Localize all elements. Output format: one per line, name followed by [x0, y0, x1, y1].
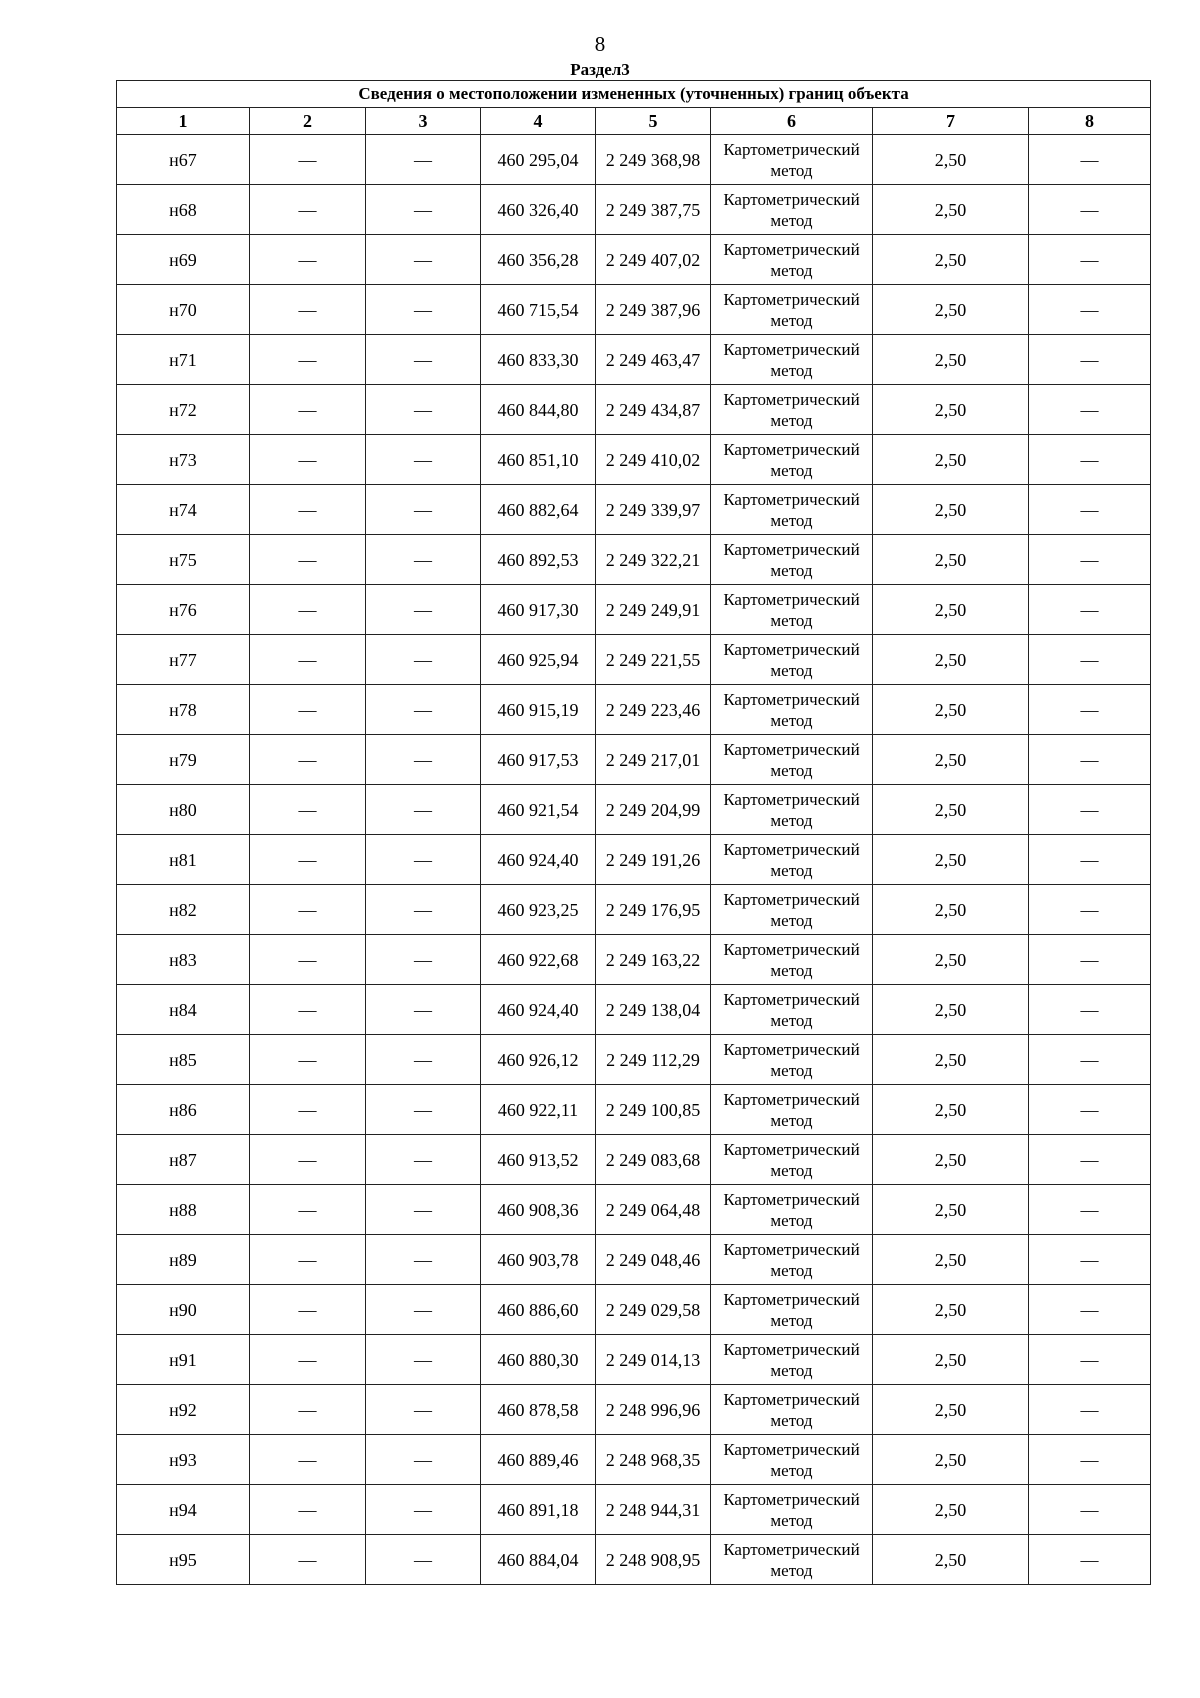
- method-cell: Картометрический метод: [711, 1285, 873, 1335]
- empty-dash-cell: —: [1029, 1485, 1151, 1535]
- point-number-cell: н70: [117, 285, 250, 335]
- empty-dash-cell: —: [366, 535, 481, 585]
- empty-dash-cell: —: [366, 1135, 481, 1185]
- empty-dash-cell: —: [250, 585, 366, 635]
- empty-dash-cell: —: [1029, 985, 1151, 1035]
- point-number-cell: н74: [117, 485, 250, 535]
- empty-dash-cell: —: [1029, 635, 1151, 685]
- empty-dash-cell: —: [1029, 785, 1151, 835]
- accuracy-cell: 2,50: [873, 1285, 1029, 1335]
- table-row: [117, 135, 1151, 185]
- table-row: [117, 385, 1151, 435]
- accuracy-cell: 2,50: [873, 335, 1029, 385]
- column-header-6: 6: [711, 108, 873, 135]
- table-row: [117, 635, 1151, 685]
- empty-dash-cell: —: [250, 885, 366, 935]
- empty-dash-cell: —: [366, 435, 481, 485]
- accuracy-cell: 2,50: [873, 835, 1029, 885]
- x-coordinate-cell: 460 833,30: [481, 335, 596, 385]
- point-number-cell: н88: [117, 1185, 250, 1235]
- accuracy-cell: 2,50: [873, 985, 1029, 1035]
- point-number-cell: н83: [117, 935, 250, 985]
- empty-dash-cell: —: [366, 385, 481, 435]
- method-cell: Картометрический метод: [711, 835, 873, 885]
- accuracy-cell: 2,50: [873, 935, 1029, 985]
- empty-dash-cell: —: [366, 335, 481, 385]
- table-row: [117, 1385, 1151, 1435]
- point-number-cell: н91: [117, 1335, 250, 1385]
- y-coordinate-cell: 2 249 221,55: [596, 635, 711, 685]
- accuracy-cell: 2,50: [873, 485, 1029, 535]
- table-row: [117, 1085, 1151, 1135]
- point-number-cell: н87: [117, 1135, 250, 1185]
- method-cell: Картометрический метод: [711, 1385, 873, 1435]
- empty-dash-cell: —: [250, 685, 366, 735]
- accuracy-cell: 2,50: [873, 1435, 1029, 1485]
- empty-dash-cell: —: [1029, 935, 1151, 985]
- table-row: [117, 585, 1151, 635]
- method-cell: Картометрический метод: [711, 485, 873, 535]
- table-row: [117, 885, 1151, 935]
- method-cell: Картометрический метод: [711, 1185, 873, 1235]
- empty-dash-cell: —: [1029, 385, 1151, 435]
- empty-dash-cell: —: [1029, 835, 1151, 885]
- table-row: [117, 1035, 1151, 1085]
- method-cell: Картометрический метод: [711, 885, 873, 935]
- x-coordinate-cell: 460 913,52: [481, 1135, 596, 1185]
- x-coordinate-cell: 460 924,40: [481, 985, 596, 1035]
- y-coordinate-cell: 2 249 204,99: [596, 785, 711, 835]
- x-coordinate-cell: 460 715,54: [481, 285, 596, 335]
- y-coordinate-cell: 2 249 223,46: [596, 685, 711, 735]
- empty-dash-cell: —: [250, 1435, 366, 1485]
- point-number-cell: н68: [117, 185, 250, 235]
- method-cell: Картометрический метод: [711, 235, 873, 285]
- empty-dash-cell: —: [366, 1085, 481, 1135]
- empty-dash-cell: —: [1029, 235, 1151, 285]
- method-cell: Картометрический метод: [711, 935, 873, 985]
- point-number-cell: н94: [117, 1485, 250, 1535]
- empty-dash-cell: —: [250, 135, 366, 185]
- empty-dash-cell: —: [250, 1285, 366, 1335]
- empty-dash-cell: —: [366, 135, 481, 185]
- empty-dash-cell: —: [366, 1385, 481, 1435]
- empty-dash-cell: —: [250, 1535, 366, 1585]
- y-coordinate-cell: 2 249 322,21: [596, 535, 711, 585]
- x-coordinate-cell: 460 880,30: [481, 1335, 596, 1385]
- empty-dash-cell: —: [366, 935, 481, 985]
- y-coordinate-cell: 2 249 100,85: [596, 1085, 711, 1135]
- method-cell: Картометрический метод: [711, 1335, 873, 1385]
- empty-dash-cell: —: [250, 285, 366, 335]
- y-coordinate-cell: 2 249 064,48: [596, 1185, 711, 1235]
- empty-dash-cell: —: [366, 985, 481, 1035]
- empty-dash-cell: —: [250, 985, 366, 1035]
- boundary-coordinates-table: [116, 80, 1151, 1585]
- y-coordinate-cell: 2 249 368,98: [596, 135, 711, 185]
- accuracy-cell: 2,50: [873, 1335, 1029, 1385]
- empty-dash-cell: —: [250, 1185, 366, 1235]
- empty-dash-cell: —: [366, 835, 481, 885]
- table-row: [117, 1135, 1151, 1185]
- y-coordinate-cell: 2 249 217,01: [596, 735, 711, 785]
- table-row: [117, 1535, 1151, 1585]
- section-label: Раздел3: [570, 60, 630, 79]
- table-row: [117, 1435, 1151, 1485]
- x-coordinate-cell: 460 882,64: [481, 485, 596, 535]
- empty-dash-cell: —: [250, 235, 366, 285]
- empty-dash-cell: —: [250, 185, 366, 235]
- y-coordinate-cell: 2 249 387,75: [596, 185, 711, 235]
- empty-dash-cell: —: [366, 185, 481, 235]
- point-number-cell: н72: [117, 385, 250, 435]
- point-number-cell: н81: [117, 835, 250, 885]
- x-coordinate-cell: 460 844,80: [481, 385, 596, 435]
- empty-dash-cell: —: [1029, 1335, 1151, 1385]
- accuracy-cell: 2,50: [873, 1185, 1029, 1235]
- x-coordinate-cell: 460 903,78: [481, 1235, 596, 1285]
- point-number-cell: н75: [117, 535, 250, 585]
- empty-dash-cell: —: [250, 735, 366, 785]
- method-cell: Картометрический метод: [711, 385, 873, 435]
- point-number-cell: н80: [117, 785, 250, 835]
- accuracy-cell: 2,50: [873, 435, 1029, 485]
- empty-dash-cell: —: [366, 1285, 481, 1335]
- empty-dash-cell: —: [250, 335, 366, 385]
- empty-dash-cell: —: [1029, 535, 1151, 585]
- accuracy-cell: 2,50: [873, 285, 1029, 335]
- accuracy-cell: 2,50: [873, 885, 1029, 935]
- table-row: [117, 1185, 1151, 1235]
- empty-dash-cell: —: [250, 1385, 366, 1435]
- column-header-1: 1: [117, 108, 250, 135]
- empty-dash-cell: —: [1029, 135, 1151, 185]
- point-number-cell: н77: [117, 635, 250, 685]
- empty-dash-cell: —: [366, 1485, 481, 1535]
- empty-dash-cell: —: [1029, 685, 1151, 735]
- table-row: [117, 285, 1151, 335]
- empty-dash-cell: —: [1029, 1085, 1151, 1135]
- empty-dash-cell: —: [250, 635, 366, 685]
- empty-dash-cell: —: [366, 635, 481, 685]
- table-row: [117, 685, 1151, 735]
- table-row: [117, 985, 1151, 1035]
- y-coordinate-cell: 2 249 014,13: [596, 1335, 711, 1385]
- accuracy-cell: 2,50: [873, 185, 1029, 235]
- point-number-cell: н82: [117, 885, 250, 935]
- point-number-cell: н86: [117, 1085, 250, 1135]
- point-number-cell: н73: [117, 435, 250, 485]
- table-row: [117, 435, 1151, 485]
- accuracy-cell: 2,50: [873, 1085, 1029, 1135]
- accuracy-cell: 2,50: [873, 1385, 1029, 1435]
- column-header-5: 5: [596, 108, 711, 135]
- method-cell: Картометрический метод: [711, 335, 873, 385]
- x-coordinate-cell: 460 925,94: [481, 635, 596, 685]
- empty-dash-cell: —: [250, 535, 366, 585]
- accuracy-cell: 2,50: [873, 785, 1029, 835]
- y-coordinate-cell: 2 248 908,95: [596, 1535, 711, 1585]
- empty-dash-cell: —: [1029, 1035, 1151, 1085]
- y-coordinate-cell: 2 249 407,02: [596, 235, 711, 285]
- empty-dash-cell: —: [1029, 485, 1151, 535]
- empty-dash-cell: —: [366, 785, 481, 835]
- x-coordinate-cell: 460 891,18: [481, 1485, 596, 1535]
- point-number-cell: н69: [117, 235, 250, 285]
- method-cell: Картометрический метод: [711, 985, 873, 1035]
- empty-dash-cell: —: [250, 1135, 366, 1185]
- empty-dash-cell: —: [250, 1085, 366, 1135]
- empty-dash-cell: —: [1029, 1185, 1151, 1235]
- table-row: [117, 785, 1151, 835]
- empty-dash-cell: —: [1029, 1235, 1151, 1285]
- table-row: [117, 335, 1151, 385]
- accuracy-cell: 2,50: [873, 135, 1029, 185]
- point-number-cell: н92: [117, 1385, 250, 1435]
- empty-dash-cell: —: [1029, 885, 1151, 935]
- method-cell: Картометрический метод: [711, 1035, 873, 1085]
- method-cell: Картометрический метод: [711, 1435, 873, 1485]
- y-coordinate-cell: 2 249 339,97: [596, 485, 711, 535]
- point-number-cell: н76: [117, 585, 250, 635]
- y-coordinate-cell: 2 249 176,95: [596, 885, 711, 935]
- empty-dash-cell: —: [250, 785, 366, 835]
- empty-dash-cell: —: [366, 1435, 481, 1485]
- method-cell: Картометрический метод: [711, 685, 873, 735]
- y-coordinate-cell: 2 249 410,02: [596, 435, 711, 485]
- empty-dash-cell: —: [250, 1035, 366, 1085]
- y-coordinate-cell: 2 249 163,22: [596, 935, 711, 985]
- point-number-cell: н71: [117, 335, 250, 385]
- empty-dash-cell: —: [366, 735, 481, 785]
- empty-dash-cell: —: [250, 435, 366, 485]
- table-row: [117, 185, 1151, 235]
- method-cell: Картометрический метод: [711, 1485, 873, 1535]
- point-number-cell: н67: [117, 135, 250, 185]
- table-row: [117, 735, 1151, 785]
- x-coordinate-cell: 460 892,53: [481, 535, 596, 585]
- x-coordinate-cell: 460 851,10: [481, 435, 596, 485]
- table-row: [117, 1485, 1151, 1535]
- empty-dash-cell: —: [366, 1185, 481, 1235]
- table-row: [117, 1335, 1151, 1385]
- empty-dash-cell: —: [1029, 435, 1151, 485]
- table-title: Сведения о местоположении измененных (уточненных) границ объекта: [117, 81, 1151, 108]
- point-number-cell: н93: [117, 1435, 250, 1485]
- empty-dash-cell: —: [250, 385, 366, 435]
- empty-dash-cell: —: [1029, 585, 1151, 635]
- point-number-cell: н85: [117, 1035, 250, 1085]
- accuracy-cell: 2,50: [873, 685, 1029, 735]
- x-coordinate-cell: 460 878,58: [481, 1385, 596, 1435]
- table-row: [117, 235, 1151, 285]
- empty-dash-cell: —: [250, 485, 366, 535]
- accuracy-cell: 2,50: [873, 735, 1029, 785]
- method-cell: Картометрический метод: [711, 785, 873, 835]
- y-coordinate-cell: 2 248 968,35: [596, 1435, 711, 1485]
- x-coordinate-cell: 460 889,46: [481, 1435, 596, 1485]
- x-coordinate-cell: 460 886,60: [481, 1285, 596, 1335]
- table-row: [117, 1285, 1151, 1335]
- y-coordinate-cell: 2 249 463,47: [596, 335, 711, 385]
- point-number-cell: н79: [117, 735, 250, 785]
- empty-dash-cell: —: [1029, 1385, 1151, 1435]
- empty-dash-cell: —: [250, 835, 366, 885]
- empty-dash-cell: —: [366, 1535, 481, 1585]
- point-number-cell: н89: [117, 1235, 250, 1285]
- point-number-cell: н84: [117, 985, 250, 1035]
- x-coordinate-cell: 460 884,04: [481, 1535, 596, 1585]
- empty-dash-cell: —: [1029, 1435, 1151, 1485]
- method-cell: Картометрический метод: [711, 285, 873, 335]
- empty-dash-cell: —: [366, 885, 481, 935]
- accuracy-cell: 2,50: [873, 585, 1029, 635]
- method-cell: Картометрический метод: [711, 635, 873, 685]
- method-cell: Картометрический метод: [711, 1135, 873, 1185]
- accuracy-cell: 2,50: [873, 535, 1029, 585]
- empty-dash-cell: —: [366, 685, 481, 735]
- y-coordinate-cell: 2 249 048,46: [596, 1235, 711, 1285]
- point-number-cell: н95: [117, 1535, 250, 1585]
- accuracy-cell: 2,50: [873, 385, 1029, 435]
- accuracy-cell: 2,50: [873, 235, 1029, 285]
- x-coordinate-cell: 460 922,11: [481, 1085, 596, 1135]
- y-coordinate-cell: 2 249 249,91: [596, 585, 711, 635]
- x-coordinate-cell: 460 921,54: [481, 785, 596, 835]
- empty-dash-cell: —: [250, 1335, 366, 1385]
- empty-dash-cell: —: [1029, 285, 1151, 335]
- x-coordinate-cell: 460 908,36: [481, 1185, 596, 1235]
- method-cell: Картометрический метод: [711, 135, 873, 185]
- empty-dash-cell: —: [1029, 185, 1151, 235]
- empty-dash-cell: —: [1029, 335, 1151, 385]
- x-coordinate-cell: 460 923,25: [481, 885, 596, 935]
- y-coordinate-cell: 2 249 387,96: [596, 285, 711, 335]
- empty-dash-cell: —: [366, 1335, 481, 1385]
- column-header-8: 8: [1029, 108, 1151, 135]
- x-coordinate-cell: 460 917,30: [481, 585, 596, 635]
- accuracy-cell: 2,50: [873, 1535, 1029, 1585]
- table-row: [117, 935, 1151, 985]
- y-coordinate-cell: 2 249 434,87: [596, 385, 711, 435]
- method-cell: Картометрический метод: [711, 585, 873, 635]
- empty-dash-cell: —: [366, 285, 481, 335]
- column-number-row: [117, 108, 1151, 135]
- x-coordinate-cell: 460 917,53: [481, 735, 596, 785]
- empty-dash-cell: —: [1029, 1535, 1151, 1585]
- empty-dash-cell: —: [250, 1235, 366, 1285]
- x-coordinate-cell: 460 924,40: [481, 835, 596, 885]
- column-header-2: 2: [250, 108, 366, 135]
- table-row: [117, 1235, 1151, 1285]
- empty-dash-cell: —: [1029, 1135, 1151, 1185]
- y-coordinate-cell: 2 249 112,29: [596, 1035, 711, 1085]
- y-coordinate-cell: 2 248 944,31: [596, 1485, 711, 1535]
- table-title-row: [117, 81, 1151, 108]
- empty-dash-cell: —: [1029, 735, 1151, 785]
- method-cell: Картометрический метод: [711, 1085, 873, 1135]
- table-row: [117, 535, 1151, 585]
- point-number-cell: н90: [117, 1285, 250, 1335]
- accuracy-cell: 2,50: [873, 1235, 1029, 1285]
- empty-dash-cell: —: [366, 585, 481, 635]
- column-header-4: 4: [481, 108, 596, 135]
- x-coordinate-cell: 460 915,19: [481, 685, 596, 735]
- x-coordinate-cell: 460 356,28: [481, 235, 596, 285]
- x-coordinate-cell: 460 926,12: [481, 1035, 596, 1085]
- empty-dash-cell: —: [366, 235, 481, 285]
- empty-dash-cell: —: [250, 935, 366, 985]
- column-header-7: 7: [873, 108, 1029, 135]
- table-row: [117, 835, 1151, 885]
- y-coordinate-cell: 2 249 083,68: [596, 1135, 711, 1185]
- empty-dash-cell: —: [250, 1485, 366, 1535]
- y-coordinate-cell: 2 249 029,58: [596, 1285, 711, 1335]
- accuracy-cell: 2,50: [873, 635, 1029, 685]
- page-number: 8: [594, 32, 606, 56]
- method-cell: Картометрический метод: [711, 435, 873, 485]
- x-coordinate-cell: 460 922,68: [481, 935, 596, 985]
- accuracy-cell: 2,50: [873, 1485, 1029, 1535]
- method-cell: Картометрический метод: [711, 1235, 873, 1285]
- empty-dash-cell: —: [366, 1035, 481, 1085]
- x-coordinate-cell: 460 295,04: [481, 135, 596, 185]
- empty-dash-cell: —: [1029, 1285, 1151, 1335]
- y-coordinate-cell: 2 249 191,26: [596, 835, 711, 885]
- empty-dash-cell: —: [366, 485, 481, 535]
- method-cell: Картометрический метод: [711, 735, 873, 785]
- method-cell: Картометрический метод: [711, 1535, 873, 1585]
- table-row: [117, 485, 1151, 535]
- column-header-3: 3: [366, 108, 481, 135]
- y-coordinate-cell: 2 248 996,96: [596, 1385, 711, 1435]
- method-cell: Картометрический метод: [711, 185, 873, 235]
- accuracy-cell: 2,50: [873, 1035, 1029, 1085]
- empty-dash-cell: —: [366, 1235, 481, 1285]
- accuracy-cell: 2,50: [873, 1135, 1029, 1185]
- y-coordinate-cell: 2 249 138,04: [596, 985, 711, 1035]
- point-number-cell: н78: [117, 685, 250, 735]
- x-coordinate-cell: 460 326,40: [481, 185, 596, 235]
- method-cell: Картометрический метод: [711, 535, 873, 585]
